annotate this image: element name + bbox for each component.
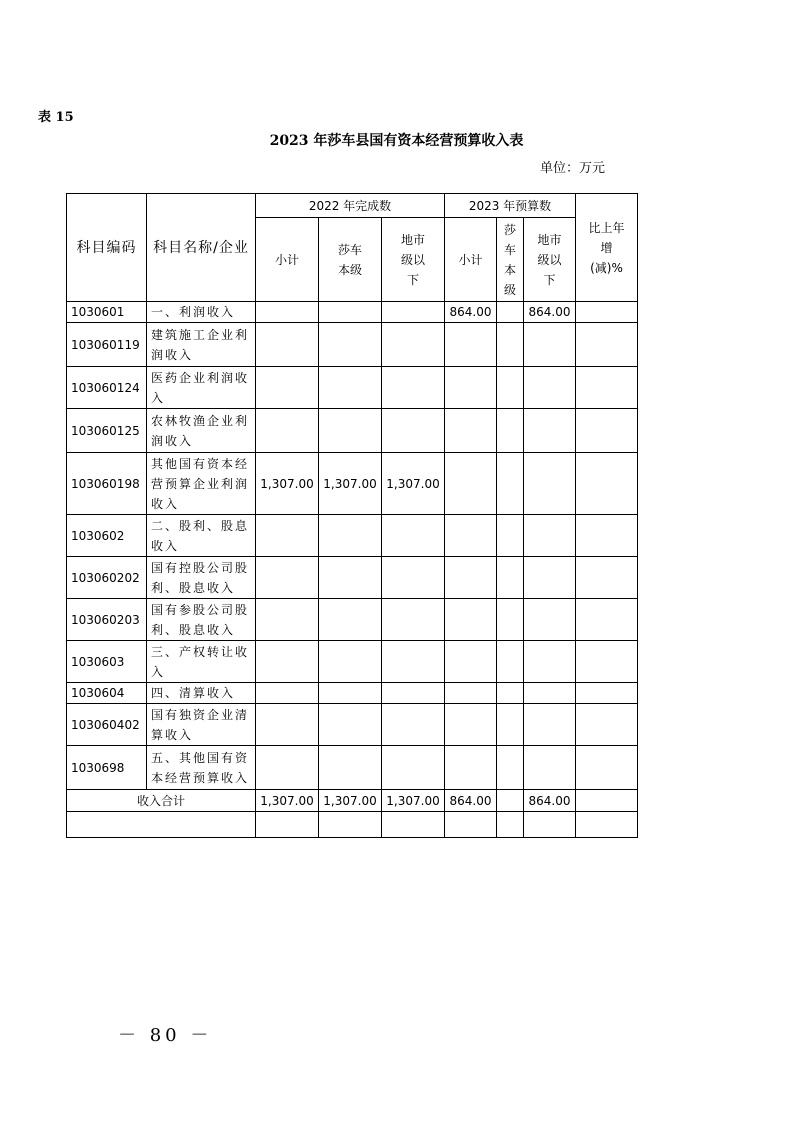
header-prefecture-2022: 地市级以下 <box>382 218 445 302</box>
cell-county-2022 <box>319 409 382 453</box>
cell-county-2023 <box>497 641 524 683</box>
cell-prefecture-2022 <box>382 323 445 367</box>
cell-subtotal-2022 <box>256 557 319 599</box>
total-cell-county-2022: 1,307.00 <box>319 790 382 812</box>
cell-county-2022 <box>319 367 382 409</box>
cell-county-2023 <box>497 453 524 515</box>
cell-county-2023 <box>497 683 524 704</box>
row-code: 103060203 <box>67 599 147 641</box>
table-body <box>67 302 638 790</box>
table-row <box>67 515 638 557</box>
row-name: 三、产权转让收入 <box>147 641 256 683</box>
cell-prefecture-2023 <box>524 367 576 409</box>
total-label: 收入合计 <box>67 790 256 812</box>
cell-subtotal-2022 <box>256 367 319 409</box>
cell-prefecture-2023 <box>524 557 576 599</box>
row-code: 1030602 <box>67 515 147 557</box>
cell-prefecture-2023 <box>524 323 576 367</box>
cell-change <box>576 746 638 790</box>
header-group-2023: 2023 年预算数 <box>445 194 576 218</box>
row-name: 二、股利、股息收入 <box>147 515 256 557</box>
cell-subtotal-2023 <box>445 746 497 790</box>
cell-subtotal-2023 <box>445 367 497 409</box>
cell-county-2023 <box>497 746 524 790</box>
cell-subtotal-2022 <box>256 746 319 790</box>
cell-subtotal-2022 <box>256 683 319 704</box>
total-cell-subtotal-2022: 1,307.00 <box>256 790 319 812</box>
cell-county-2022 <box>319 515 382 557</box>
row-name: 医药企业利润收入 <box>147 367 256 409</box>
table-row <box>67 409 638 453</box>
table-row <box>67 367 638 409</box>
cell-county-2022 <box>319 302 382 323</box>
cell-prefecture-2023 <box>524 641 576 683</box>
cell-prefecture-2023 <box>524 683 576 704</box>
table-row <box>67 323 638 367</box>
cell-county-2023 <box>497 515 524 557</box>
cell-subtotal-2022 <box>256 323 319 367</box>
cell-subtotal-2022 <box>256 515 319 557</box>
total-cell-change <box>576 790 638 812</box>
cell-change <box>576 641 638 683</box>
cell-prefecture-2022 <box>382 515 445 557</box>
cell-county-2022 <box>319 323 382 367</box>
cell-change <box>576 367 638 409</box>
cell-prefecture-2022 <box>382 302 445 323</box>
cell-subtotal-2023 <box>445 683 497 704</box>
total-cell-county-2023 <box>497 790 524 812</box>
cell-county-2022 <box>319 641 382 683</box>
page-title: 2023 年莎车县国有资本经营预算收入表 <box>269 133 524 149</box>
table-row <box>67 599 638 641</box>
header-code: 科目编码 <box>67 194 147 302</box>
cell-county-2023 <box>497 302 524 323</box>
cell-prefecture-2022 <box>382 704 445 746</box>
row-code: 103060119 <box>67 323 147 367</box>
header-group-2022: 2022 年完成数 <box>256 194 445 218</box>
cell-prefecture-2022: 1,307.00 <box>382 453 445 515</box>
row-code: 1030603 <box>67 641 147 683</box>
cell-subtotal-2023 <box>445 641 497 683</box>
table-row <box>67 683 638 704</box>
row-name: 其他国有资本经营预算企业利润收入 <box>147 453 256 515</box>
blank-row <box>67 812 638 838</box>
cell-subtotal-2022 <box>256 704 319 746</box>
cell-county-2022 <box>319 599 382 641</box>
total-cell-prefecture-2022: 1,307.00 <box>382 790 445 812</box>
cell-subtotal-2022 <box>256 409 319 453</box>
page-number: － 80 － <box>118 1025 213 1046</box>
cell-change <box>576 683 638 704</box>
cell-prefecture-2023 <box>524 746 576 790</box>
row-code: 1030604 <box>67 683 147 704</box>
cell-subtotal-2023 <box>445 453 497 515</box>
cell-county-2022 <box>319 704 382 746</box>
header-name: 科目名称/企业 <box>147 194 256 302</box>
cell-subtotal-2022 <box>256 641 319 683</box>
cell-county-2023 <box>497 367 524 409</box>
header-change: 比上年增(减)% <box>576 194 638 302</box>
row-code: 103060198 <box>67 453 147 515</box>
cell-change <box>576 515 638 557</box>
cell-subtotal-2023 <box>445 409 497 453</box>
row-code: 1030698 <box>67 746 147 790</box>
row-name: 国有控股公司股利、股息收入 <box>147 557 256 599</box>
cell-county-2023 <box>497 599 524 641</box>
cell-county-2023 <box>497 704 524 746</box>
cell-prefecture-2022 <box>382 641 445 683</box>
cell-change <box>576 323 638 367</box>
header-subtotal-2022: 小计 <box>256 218 319 302</box>
cell-change <box>576 599 638 641</box>
cell-prefecture-2023 <box>524 704 576 746</box>
cell-subtotal-2023 <box>445 599 497 641</box>
cell-county-2022 <box>319 683 382 704</box>
row-code: 103060124 <box>67 367 147 409</box>
row-name: 一、利润收入 <box>147 302 256 323</box>
row-code: 103060202 <box>67 557 147 599</box>
header-prefecture-2023: 地市级以下 <box>524 218 576 302</box>
table-row <box>67 302 638 323</box>
header-county-2023: 莎车本级 <box>497 218 524 302</box>
table-row <box>67 704 638 746</box>
cell-prefecture-2022 <box>382 683 445 704</box>
table-number: 表 15 <box>38 110 74 125</box>
cell-prefecture-2023 <box>524 453 576 515</box>
row-code: 103060402 <box>67 704 147 746</box>
total-row <box>67 790 638 812</box>
row-code: 1030601 <box>67 302 147 323</box>
cell-prefecture-2022 <box>382 557 445 599</box>
cell-subtotal-2023 <box>445 323 497 367</box>
cell-subtotal-2022 <box>256 599 319 641</box>
header-county-2022: 莎车本级 <box>319 218 382 302</box>
total-cell-subtotal-2023: 864.00 <box>445 790 497 812</box>
cell-prefecture-2022 <box>382 367 445 409</box>
table-row <box>67 453 638 515</box>
cell-subtotal-2023 <box>445 557 497 599</box>
cell-prefecture-2023 <box>524 409 576 453</box>
cell-prefecture-2023: 864.00 <box>524 302 576 323</box>
cell-county-2022 <box>319 746 382 790</box>
unit-label: 单位：万元 <box>540 161 606 176</box>
row-name: 建筑施工企业利润收入 <box>147 323 256 367</box>
cell-county-2022 <box>319 557 382 599</box>
cell-change <box>576 453 638 515</box>
total-cell-prefecture-2023: 864.00 <box>524 790 576 812</box>
table-row <box>67 641 638 683</box>
row-name: 国有参股公司股利、股息收入 <box>147 599 256 641</box>
row-name: 国有独资企业清算收入 <box>147 704 256 746</box>
cell-prefecture-2023 <box>524 599 576 641</box>
cell-prefecture-2022 <box>382 746 445 790</box>
cell-subtotal-2023 <box>445 515 497 557</box>
cell-change <box>576 557 638 599</box>
cell-change <box>576 409 638 453</box>
header-subtotal-2023: 小计 <box>445 218 497 302</box>
cell-subtotal-2023 <box>445 704 497 746</box>
cell-subtotal-2023: 864.00 <box>445 302 497 323</box>
cell-prefecture-2022 <box>382 409 445 453</box>
budget-table <box>66 193 638 838</box>
cell-county-2023 <box>497 409 524 453</box>
row-name: 五、其他国有资本经营预算收入 <box>147 746 256 790</box>
cell-prefecture-2023 <box>524 515 576 557</box>
row-name: 农林牧渔企业利润收入 <box>147 409 256 453</box>
cell-county-2023 <box>497 557 524 599</box>
cell-subtotal-2022: 1,307.00 <box>256 453 319 515</box>
row-name: 四、清算收入 <box>147 683 256 704</box>
row-code: 103060125 <box>67 409 147 453</box>
cell-subtotal-2022 <box>256 302 319 323</box>
cell-county-2023 <box>497 323 524 367</box>
cell-change <box>576 704 638 746</box>
cell-prefecture-2022 <box>382 599 445 641</box>
table-row <box>67 746 638 790</box>
table-row <box>67 557 638 599</box>
cell-change <box>576 302 638 323</box>
cell-county-2022: 1,307.00 <box>319 453 382 515</box>
